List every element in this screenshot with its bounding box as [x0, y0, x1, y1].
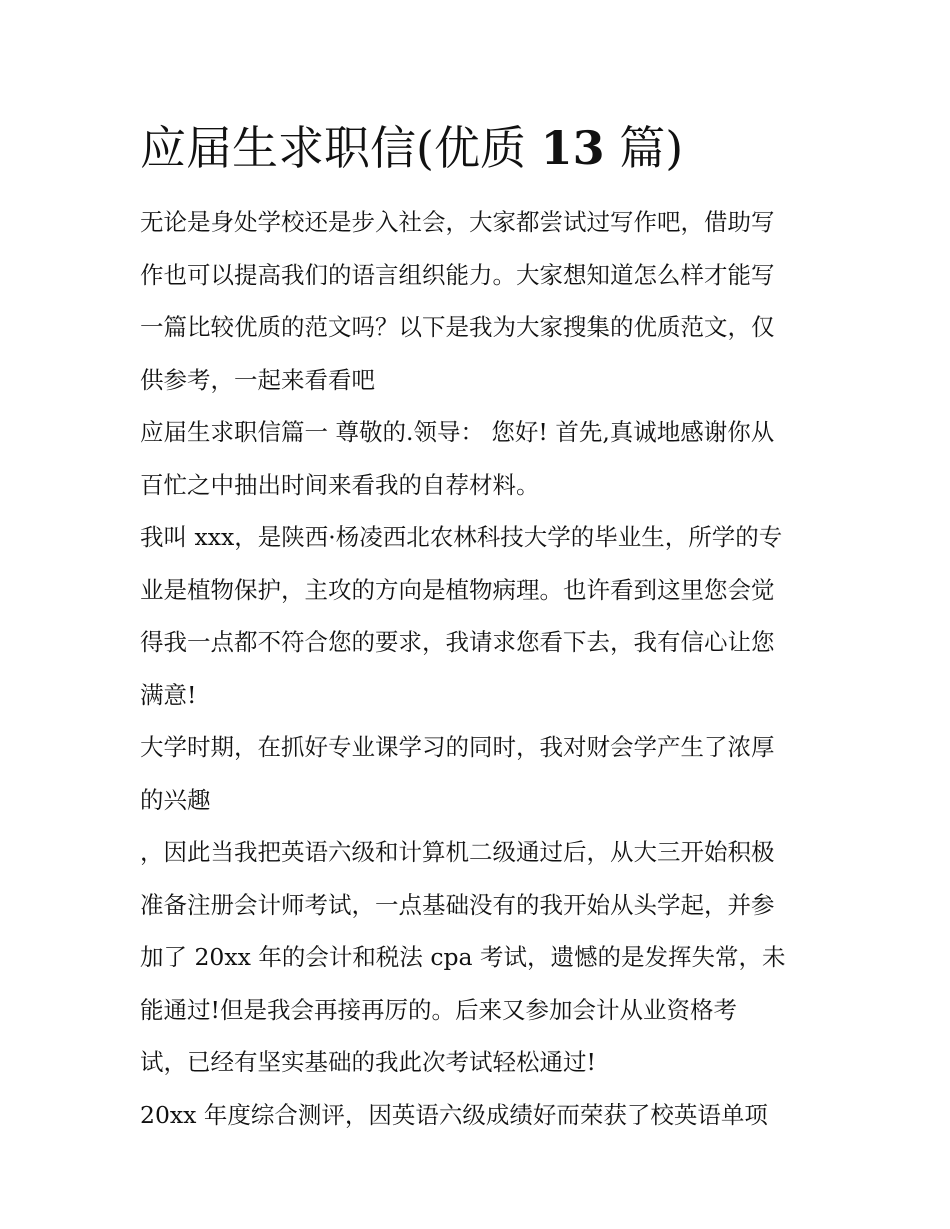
text-line: 准备注册会计师考试，一点基础没有的我开始从头学起，并参: [140, 890, 775, 919]
text-line: 大学时期，在抓好专业课学习的同时，我对财会学产生了浓厚: [140, 733, 775, 761]
text-line: 百忙之中抽出时间来看我的自荐材料。: [140, 470, 540, 499]
document-body: [140, 196, 820, 1141]
text-line: 的兴趣: [140, 785, 211, 814]
text-line: 应届生求职信篇一 尊敬的.领导： 您好! 首先,真诚地感谢你从: [140, 418, 775, 446]
text-line: 能通过!但是我会再接再厉的。后来又参加会计从业资格考: [140, 995, 737, 1024]
text-line: 我叫 xxx，是陕西·杨凌西北农林科技大学的毕业生，所学的专: [140, 523, 783, 551]
text-line: 作也可以提高我们的语言组织能力。大家想知道怎么样才能写: [140, 260, 775, 289]
text-line: ，因此当我把英语六级和计算机二级通过后，从大三开始积极: [140, 838, 775, 866]
title-number: 13: [540, 121, 605, 175]
document-title: [140, 118, 683, 178]
text-line: 业是植物保护，主攻的方向是植物病理。也许看到这里您会觉: [140, 575, 775, 604]
text-line: 一篇比较优质的范文吗？以下是我为大家搜集的优质范文，仅: [140, 313, 775, 341]
text-line: 20xx 年度综合测评，因英语六级成绩好而荣获了校英语单项: [140, 1100, 768, 1129]
text-line: 加了 20xx 年的会计和税法 cpa 考试，遗憾的是发挥失常，未: [140, 943, 786, 971]
title-prefix: 应届生求职信(优质: [140, 121, 541, 175]
text-line: 无论是身处学校还是步入社会，大家都尝试过写作吧，借助写: [140, 208, 775, 236]
text-line: 满意!: [140, 680, 197, 709]
text-line: 供参考，一起来看看吧: [140, 365, 375, 394]
text-line: 得我一点都不符合您的要求，我请求您看下去，我有信心让您: [140, 628, 775, 656]
text-line: 试，已经有坚实基础的我此次考试轻松通过!: [140, 1048, 596, 1076]
title-suffix: 篇): [604, 121, 684, 175]
